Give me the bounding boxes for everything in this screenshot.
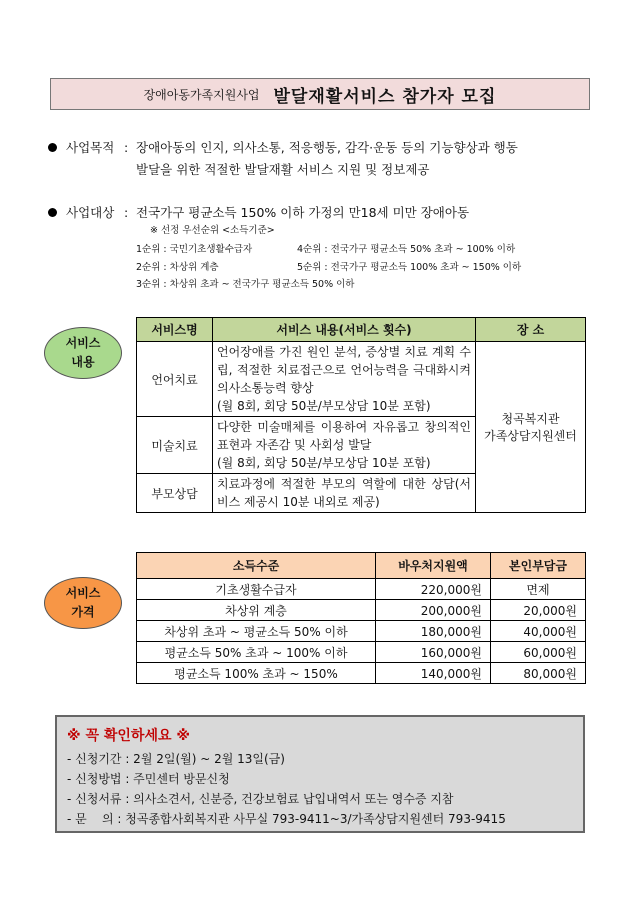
income-level: 평균소득 100% 초과 ~ 150%	[137, 663, 376, 684]
table-row	[137, 642, 586, 663]
service-name: 부모상담	[137, 474, 213, 513]
self-pay: 80,000원	[491, 663, 586, 684]
notice-heading: ※ 꼭 확인하세요 ※	[67, 728, 190, 744]
notice-line: - 신청서류 : 의사소견서, 신분증, 건강보험료 납입내역서 또는 영수증 지참	[67, 792, 454, 806]
desc-count: (월 8회, 회당 50분/부모상담 10분 포함)	[217, 456, 431, 470]
self-pay: 면제	[491, 579, 586, 600]
service-desc	[213, 417, 476, 474]
self-pay: 40,000원	[491, 621, 586, 642]
service-price-badge	[44, 577, 122, 629]
voucher-amount: 160,000원	[376, 642, 491, 663]
target-label: 사업대상	[66, 205, 115, 220]
table-row	[137, 342, 586, 417]
notice-line: - 신청기간 : 2월 2일(월) ~ 2월 13일(금)	[67, 752, 285, 766]
priority-note: ※ 선정 우선순위 <소득기준>	[150, 225, 275, 236]
service-name: 미술치료	[137, 417, 213, 474]
voucher-amount: 180,000원	[376, 621, 491, 642]
priority-5: 5순위 : 전국가구 평균소득 100% 초과 ~ 150% 이하	[297, 262, 522, 273]
voucher-amount: 200,000원	[376, 600, 491, 621]
target-text: 전국가구 평균소득 150% 이하 가정의 만18세 미만 장애아동	[136, 205, 470, 220]
place-line-1: 청곡복지관	[501, 412, 560, 426]
voucher-amount: 140,000원	[376, 663, 491, 684]
table-row	[137, 579, 586, 600]
column-header: 소득수준	[137, 553, 376, 579]
desc-text: 언어장애를 가진 원인 분석, 증상별 치료 계획 수립, 적절한 치료접근으로 언어능력을 극대화시켜 의사소통능력 향상	[217, 345, 471, 395]
service-content-badge	[44, 327, 122, 379]
service-place	[476, 342, 586, 513]
service-desc	[213, 342, 476, 417]
bullet-icon	[48, 208, 57, 217]
self-pay: 20,000원	[491, 600, 586, 621]
priority-3: 3순위 : 차상위 초과 ~ 전국가구 평균소득 50% 이하	[136, 279, 355, 290]
purpose-colon: :	[124, 140, 129, 155]
badge-text: 내용	[71, 355, 95, 369]
income-level: 평균소득 50% 초과 ~ 100% 이하	[137, 642, 376, 663]
price-table	[136, 552, 586, 684]
place-line-2: 가족상담지원센터	[484, 429, 577, 443]
self-pay: 60,000원	[491, 642, 586, 663]
table-row	[137, 621, 586, 642]
purpose-section	[48, 137, 57, 159]
desc-text: 다양한 미술매체를 이용하여 자유롭고 창의적인 표현과 자존감 및 사회성 발달	[217, 420, 471, 452]
column-header: 본인부담금	[491, 553, 586, 579]
column-header: 바우처지원액	[376, 553, 491, 579]
desc-text: 치료과정에 적절한 부모의 역할에 대한 상담(서비스 제공시 10분 내외로 제공)	[217, 477, 471, 509]
priority-1: 1순위 : 국민기초생활수급자	[136, 244, 253, 255]
purpose-text	[136, 137, 586, 181]
target-section	[48, 202, 57, 224]
service-desc	[213, 474, 476, 513]
income-level: 차상위 계층	[137, 600, 376, 621]
page-title: 발달재활서비스 참가자 모집	[273, 86, 497, 107]
badge-text: 가격	[71, 605, 95, 619]
purpose-line-1: 장애아동의 인지, 의사소통, 적응행동, 감각·운동 등의 기능향상과 행동	[136, 140, 518, 155]
column-header: 서비스 내용(서비스 횟수)	[213, 318, 476, 342]
service-name: 언어치료	[137, 342, 213, 417]
voucher-amount: 220,000원	[376, 579, 491, 600]
column-header: 장 소	[476, 318, 586, 342]
notice-line: - 신청방법 : 주민센터 방문신청	[67, 772, 230, 786]
service-table	[136, 317, 586, 513]
notice-line: - 문 의 : 청곡종합사회복지관 사무실 793-9411~3/가족상담지원센터 793-9415	[67, 812, 506, 826]
bullet-icon	[48, 143, 57, 152]
income-level: 차상위 초과 ~ 평균소득 50% 이하	[137, 621, 376, 642]
table-header-row	[137, 318, 586, 342]
badge-text: 서비스	[65, 586, 101, 600]
notice-box	[55, 715, 585, 833]
purpose-line-2: 발달을 위한 적절한 발달재활 서비스 지원 및 정보제공	[136, 162, 430, 177]
badge-text: 서비스	[65, 336, 101, 350]
title-banner	[50, 78, 590, 110]
target-colon: :	[124, 205, 129, 220]
program-subtitle: 장애아동가족지원사업	[143, 87, 260, 102]
priority-4: 4순위 : 전국가구 평균소득 50% 초과 ~ 100% 이하	[297, 244, 516, 255]
priority-2: 2순위 : 차상위 계층	[136, 262, 219, 273]
column-header: 서비스명	[137, 318, 213, 342]
purpose-label: 사업목적	[66, 140, 115, 155]
table-row	[137, 663, 586, 684]
desc-count: (월 8회, 회당 50분/부모상담 10분 포함)	[217, 399, 431, 413]
table-header-row	[137, 553, 586, 579]
income-level: 기초생활수급자	[137, 579, 376, 600]
table-row	[137, 600, 586, 621]
